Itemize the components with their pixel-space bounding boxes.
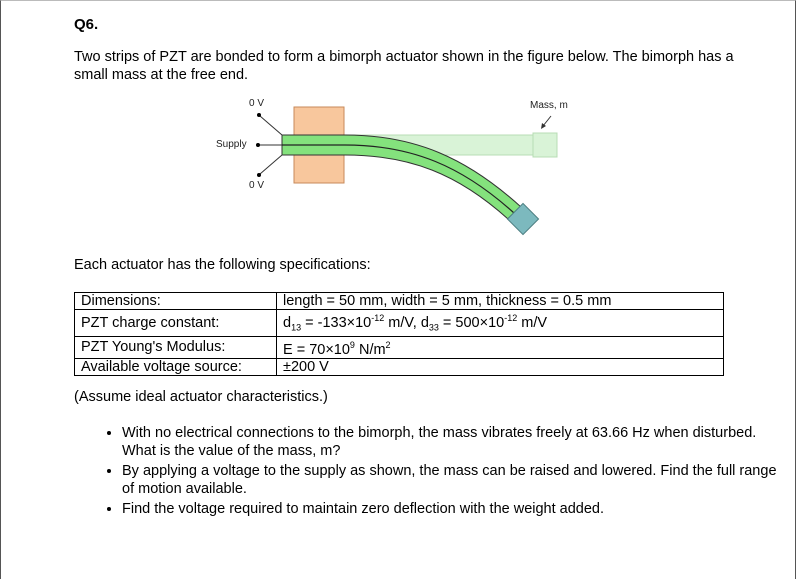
- modulus-unit: N/m: [354, 341, 386, 358]
- label-top-voltage: 0 V: [249, 98, 265, 109]
- bimorph-diagram: [205, 96, 585, 242]
- table-row: [75, 358, 724, 375]
- specs-intro: Each actuator has the following specifications:: [74, 257, 371, 273]
- d33-symbol: d: [420, 314, 429, 331]
- bimorph-figure: [205, 96, 585, 242]
- dimensions-label: Dimensions:: [75, 293, 277, 310]
- d13-value: = -133×10: [301, 314, 372, 331]
- label-bottom-voltage: 0 V: [249, 180, 265, 191]
- d13-exponent: -12: [371, 313, 385, 323]
- list-item: • Find the voltage required to maintain zero deflection with the weight added.: [122, 500, 782, 518]
- terminal-bottom: [257, 173, 261, 177]
- wire-top: [260, 116, 282, 135]
- modulus-value: [277, 336, 724, 358]
- modulus-exponent: 9: [349, 339, 355, 350]
- mass-pointer: [543, 116, 551, 126]
- assumption-note: (Assume ideal actuator characteristics.): [74, 389, 328, 405]
- d33-exponent: -12: [504, 313, 518, 323]
- question-number: Q6.: [74, 16, 99, 33]
- list-item: • With no electrical connections to the bimorph, the mass vibrates freely at 63.66 Hz when disturbed. What is the value of the mass, m?: [122, 424, 782, 460]
- voltage-value: ±200 V: [277, 358, 724, 375]
- d33-subscript: 33: [428, 322, 439, 333]
- label-mass: Mass, m: [530, 100, 568, 111]
- voltage-label: Available voltage source:: [75, 358, 277, 375]
- modulus-unit-exponent: 2: [385, 339, 391, 350]
- d13-unit: m/V,: [384, 314, 421, 331]
- d13-symbol: d: [283, 314, 292, 331]
- charge-constant-label: PZT charge constant:: [75, 310, 277, 337]
- modulus-label: PZT Young's Modulus:: [75, 336, 277, 358]
- terminal-supply: [256, 143, 260, 147]
- d33-unit: m/V: [517, 314, 548, 331]
- modulus-base: E = 70×10: [283, 341, 350, 358]
- label-supply: Supply: [216, 139, 247, 150]
- list-item: • By applying a voltage to the supply as shown, the mass can be raised and lowered. Find the full range of motion available.: [122, 462, 782, 498]
- question-intro: Two strips of PZT are bonded to form a bimorph actuator shown in the figure below. The bimorph has a small mass at the free end.: [74, 49, 734, 83]
- undeflected-mass: [533, 133, 557, 157]
- d13-subscript: 13: [291, 322, 302, 333]
- terminal-top: [257, 113, 261, 117]
- dimensions-value: length = 50 mm, width = 5 mm, thickness = 0.5 mm: [277, 293, 724, 310]
- d33-value: = 500×10: [438, 314, 505, 331]
- table-row: [75, 293, 724, 310]
- task-list: [74, 424, 782, 520]
- table-row: [75, 336, 724, 358]
- specs-table: [74, 292, 724, 376]
- charge-constant-value: [277, 310, 724, 337]
- wire-bottom: [260, 155, 282, 174]
- table-row: [75, 310, 724, 337]
